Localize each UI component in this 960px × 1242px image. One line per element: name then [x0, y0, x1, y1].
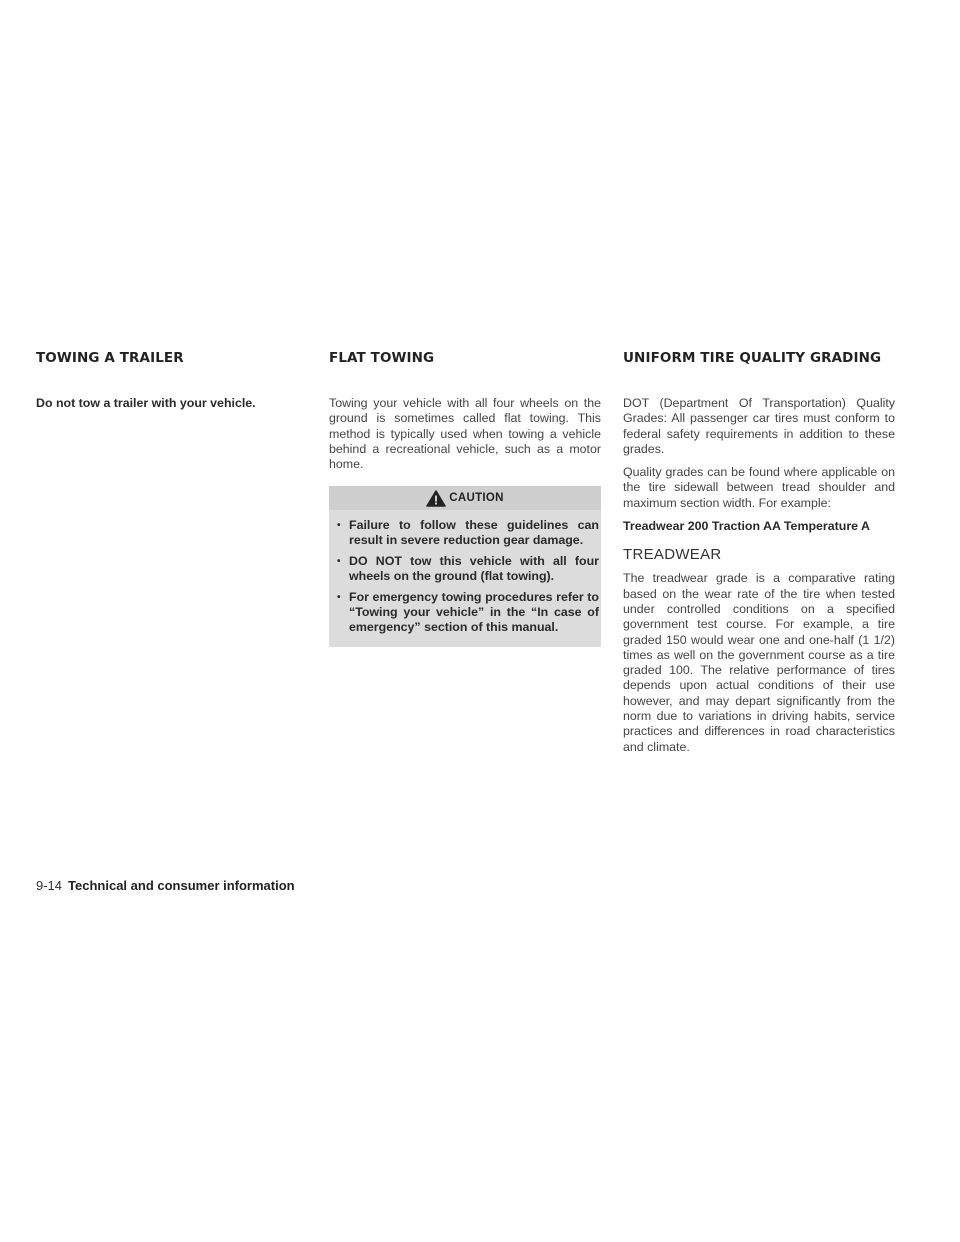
warning-icon	[426, 490, 446, 507]
caution-item: • Failure to follow these guidelines can result in severe reduction gear damage.	[329, 518, 601, 548]
tire-grading-column	[623, 350, 895, 763]
page-footer	[36, 878, 295, 893]
section-title: Technical and consumer information	[68, 878, 295, 893]
tire-grading-example: Treadwear 200 Traction AA Temperature A	[623, 519, 870, 534]
caution-header	[329, 486, 601, 510]
caution-item: • DO NOT tow this vehicle with all four wheels on the ground (flat towing).	[329, 554, 601, 584]
caution-box	[329, 486, 601, 647]
caution-item: • For emergency towing procedures refer to “Towing your vehicle” in the “In case of emergency” section of this manual.	[329, 590, 601, 635]
treadwear-paragraph: The treadwear grade is a comparative rating based on the wear rate of the tire when tested under controlled conditions on a specified government test course. For example, a tire graded 150 would wear one and one-half (1 1/2) times as well on the government course as a tire graded 100. The relative performance of tires depends upon actual conditions of their use however, and may depart significantly from the norm due to variations in driving habits, service practices and differences in road characteristics and climate.	[623, 571, 895, 754]
page-number: 9-14	[36, 878, 63, 893]
caution-list	[329, 518, 601, 647]
towing-trailer-text: Do not tow a trailer with your vehicle.	[36, 396, 256, 410]
flat-towing-column	[329, 350, 601, 647]
flat-towing-heading: FLAT TOWING	[329, 350, 435, 366]
tire-grading-heading: UNIFORM TIRE QUALITY GRADING	[623, 350, 882, 366]
towing-trailer-heading: TOWING A TRAILER	[36, 350, 184, 366]
tire-grading-paragraph-2: Quality grades can be found where applicable on the tire sidewall between tread shoulder and maximum section width. For example:	[623, 465, 895, 510]
flat-towing-intro: Towing your vehicle with all four wheels on the ground is sometimes called flat towing. This method is typically used when towing a vehicle behind a recreational vehicle, such as a motor home.	[329, 396, 601, 472]
treadwear-subheading: TREADWEAR	[623, 546, 722, 564]
caution-title: CAUTION	[449, 492, 504, 505]
towing-trailer-column	[36, 350, 308, 419]
tire-grading-paragraph-1: DOT (Department Of Transportation) Quality Grades: All passenger car tires must conform to federal safety requirements in addition to these grades.	[623, 396, 895, 456]
